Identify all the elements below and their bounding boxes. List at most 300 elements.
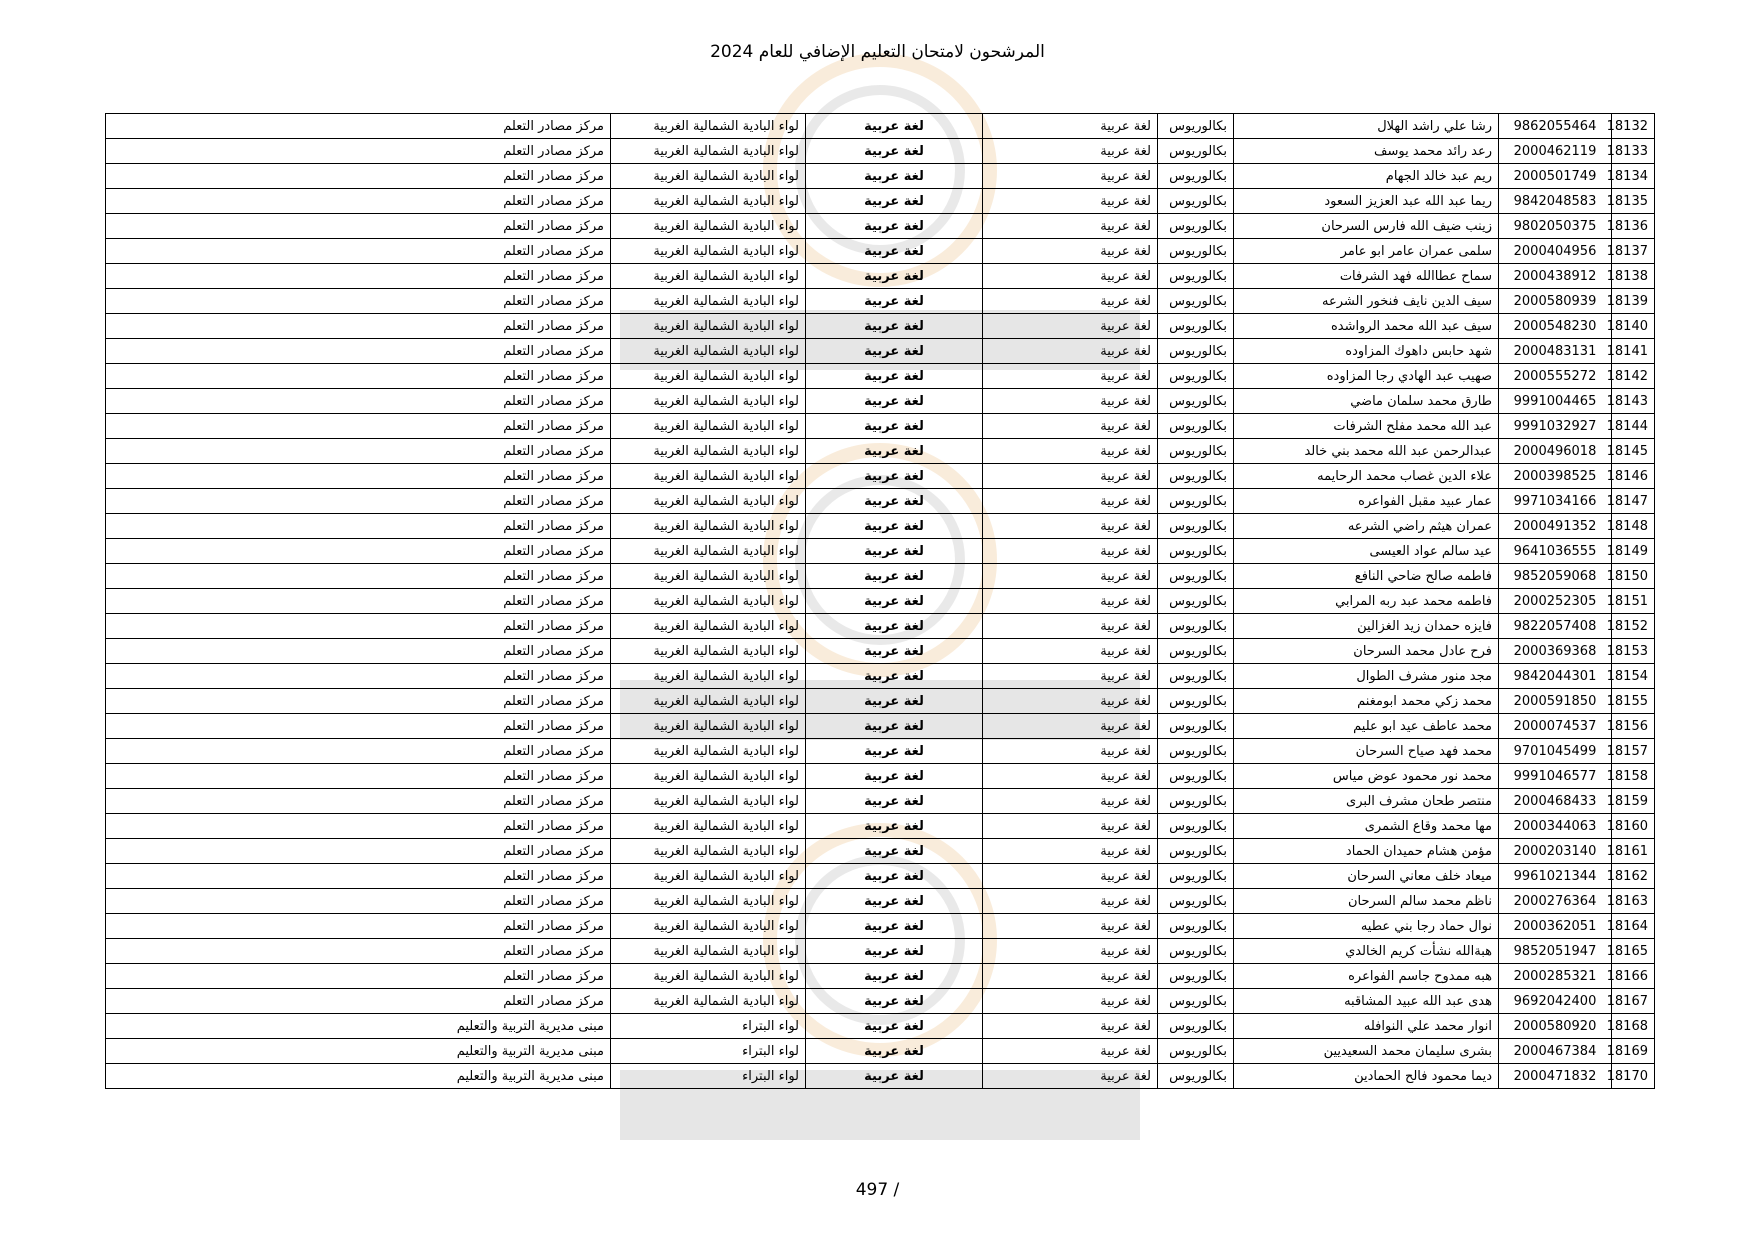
national-id-cell: 2000462119 — [1499, 139, 1612, 164]
exam-subject-cell: لغة عربية — [806, 789, 983, 814]
exam-center-cell: مركز مصادر التعلم — [106, 539, 611, 564]
district-cell: لواء البادية الشمالية الغربية — [611, 389, 806, 414]
table-row — [106, 689, 1655, 714]
exam-center-cell: مركز مصادر التعلم — [106, 939, 611, 964]
specialization-cell: لغة عربية — [983, 564, 1158, 589]
table-row — [106, 739, 1655, 764]
degree-cell: بكالوريوس — [1158, 239, 1234, 264]
exam-center-cell: مركز مصادر التعلم — [106, 764, 611, 789]
specialization-cell: لغة عربية — [983, 514, 1158, 539]
candidate-name-cell: سلمى عمران عامر ابو عامر — [1234, 239, 1499, 264]
exam-subject-cell: لغة عربية — [806, 264, 983, 289]
exam-center-cell: مركز مصادر التعلم — [106, 489, 611, 514]
row-number-cell: 18158 — [1612, 764, 1655, 789]
specialization-cell: لغة عربية — [983, 289, 1158, 314]
district-cell: لواء البادية الشمالية الغربية — [611, 714, 806, 739]
candidate-name-cell: عبدالرحمن عبد الله محمد بني خالد — [1234, 439, 1499, 464]
exam-subject-cell: لغة عربية — [806, 564, 983, 589]
row-number-cell: 18155 — [1612, 689, 1655, 714]
national-id-cell: 9822057408 — [1499, 614, 1612, 639]
degree-cell: بكالوريوس — [1158, 989, 1234, 1014]
national-id-cell: 9862055464 — [1499, 114, 1612, 139]
exam-subject-cell: لغة عربية — [806, 939, 983, 964]
table-row — [106, 139, 1655, 164]
specialization-cell: لغة عربية — [983, 214, 1158, 239]
degree-cell: بكالوريوس — [1158, 889, 1234, 914]
exam-center-cell: مركز مصادر التعلم — [106, 364, 611, 389]
district-cell: لواء البادية الشمالية الغربية — [611, 414, 806, 439]
row-number-cell: 18166 — [1612, 964, 1655, 989]
exam-subject-cell: لغة عربية — [806, 1039, 983, 1064]
exam-center-cell: مركز مصادر التعلم — [106, 164, 611, 189]
candidate-name-cell: ميعاد خلف معاني السرحان — [1234, 864, 1499, 889]
candidate-name-cell: عمران هيثم راضي الشرعه — [1234, 514, 1499, 539]
row-number-cell: 18149 — [1612, 539, 1655, 564]
degree-cell: بكالوريوس — [1158, 914, 1234, 939]
candidate-name-cell: مها محمد وقاع الشمرى — [1234, 814, 1499, 839]
table-row — [106, 389, 1655, 414]
specialization-cell: لغة عربية — [983, 439, 1158, 464]
candidate-name-cell: هدى عبد الله عبيد المشاقبه — [1234, 989, 1499, 1014]
national-id-cell: 2000555272 — [1499, 364, 1612, 389]
specialization-cell: لغة عربية — [983, 489, 1158, 514]
exam-center-cell: مركز مصادر التعلم — [106, 389, 611, 414]
candidate-name-cell: عمار عبيد مقبل الفواعره — [1234, 489, 1499, 514]
candidate-name-cell: مجد منور مشرف الطوال — [1234, 664, 1499, 689]
exam-center-cell: مركز مصادر التعلم — [106, 989, 611, 1014]
district-cell: لواء البادية الشمالية الغربية — [611, 289, 806, 314]
candidate-name-cell: رعد رائد محمد يوسف — [1234, 139, 1499, 164]
degree-cell: بكالوريوس — [1158, 1039, 1234, 1064]
exam-subject-cell: لغة عربية — [806, 364, 983, 389]
exam-subject-cell: لغة عربية — [806, 489, 983, 514]
exam-subject-cell: لغة عربية — [806, 989, 983, 1014]
exam-center-cell: مركز مصادر التعلم — [106, 614, 611, 639]
exam-center-cell: مركز مصادر التعلم — [106, 339, 611, 364]
specialization-cell: لغة عربية — [983, 714, 1158, 739]
national-id-cell: 2000203140 — [1499, 839, 1612, 864]
specialization-cell: لغة عربية — [983, 539, 1158, 564]
degree-cell: بكالوريوس — [1158, 439, 1234, 464]
degree-cell: بكالوريوس — [1158, 789, 1234, 814]
district-cell: لواء البادية الشمالية الغربية — [611, 964, 806, 989]
national-id-cell: 9842048583 — [1499, 189, 1612, 214]
candidate-name-cell: هبه ممدوح جاسم الفواعره — [1234, 964, 1499, 989]
degree-cell: بكالوريوس — [1158, 839, 1234, 864]
table-row — [106, 164, 1655, 189]
exam-subject-cell: لغة عربية — [806, 689, 983, 714]
exam-center-cell: مبنى مديرية التربية والتعليم — [106, 1064, 611, 1089]
candidate-name-cell: فاطمه محمد عبد ربه المرابي — [1234, 589, 1499, 614]
district-cell: لواء البادية الشمالية الغربية — [611, 264, 806, 289]
district-cell: لواء البتراء — [611, 1014, 806, 1039]
table-row — [106, 539, 1655, 564]
candidate-name-cell: محمد عاطف عيد ابو عليم — [1234, 714, 1499, 739]
district-cell: لواء البادية الشمالية الغربية — [611, 364, 806, 389]
specialization-cell: لغة عربية — [983, 389, 1158, 414]
row-number-cell: 18169 — [1612, 1039, 1655, 1064]
national-id-cell: 9991032927 — [1499, 414, 1612, 439]
district-cell: لواء البادية الشمالية الغربية — [611, 839, 806, 864]
specialization-cell: لغة عربية — [983, 1039, 1158, 1064]
table-row — [106, 1039, 1655, 1064]
district-cell: لواء البادية الشمالية الغربية — [611, 889, 806, 914]
national-id-cell: 2000369368 — [1499, 639, 1612, 664]
national-id-cell: 2000398525 — [1499, 464, 1612, 489]
candidate-name-cell: نوال حماد رجا بني عطيه — [1234, 914, 1499, 939]
degree-cell: بكالوريوس — [1158, 964, 1234, 989]
specialization-cell: لغة عربية — [983, 1014, 1158, 1039]
exam-subject-cell: لغة عربية — [806, 889, 983, 914]
table-row — [106, 189, 1655, 214]
exam-center-cell: مركز مصادر التعلم — [106, 789, 611, 814]
row-number-cell: 18144 — [1612, 414, 1655, 439]
candidate-name-cell: فاطمه صالح ضاحي النافع — [1234, 564, 1499, 589]
table-row — [106, 214, 1655, 239]
candidate-name-cell: محمد نور محمود عوض مياس — [1234, 764, 1499, 789]
specialization-cell: لغة عربية — [983, 189, 1158, 214]
exam-subject-cell: لغة عربية — [806, 839, 983, 864]
row-number-cell: 18134 — [1612, 164, 1655, 189]
exam-subject-cell: لغة عربية — [806, 714, 983, 739]
table-row — [106, 239, 1655, 264]
specialization-cell: لغة عربية — [983, 314, 1158, 339]
exam-subject-cell: لغة عربية — [806, 964, 983, 989]
row-number-cell: 18141 — [1612, 339, 1655, 364]
row-number-cell: 18136 — [1612, 214, 1655, 239]
national-id-cell: 2000468433 — [1499, 789, 1612, 814]
table-row — [106, 1064, 1655, 1089]
exam-subject-cell: لغة عربية — [806, 189, 983, 214]
candidate-name-cell: ناظم محمد سالم السرحان — [1234, 889, 1499, 914]
table-row — [106, 964, 1655, 989]
row-number-cell: 18164 — [1612, 914, 1655, 939]
exam-center-cell: مبنى مديرية التربية والتعليم — [106, 1014, 611, 1039]
exam-center-cell: مركز مصادر التعلم — [106, 439, 611, 464]
national-id-cell: 2000467384 — [1499, 1039, 1612, 1064]
row-number-cell: 18143 — [1612, 389, 1655, 414]
row-number-cell: 18135 — [1612, 189, 1655, 214]
candidate-name-cell: طارق محمد سلمان ماضي — [1234, 389, 1499, 414]
table-row — [106, 914, 1655, 939]
row-number-cell: 18137 — [1612, 239, 1655, 264]
candidate-name-cell: محمد فهد صياح السرحان — [1234, 739, 1499, 764]
district-cell: لواء البادية الشمالية الغربية — [611, 639, 806, 664]
specialization-cell: لغة عربية — [983, 789, 1158, 814]
national-id-cell: 2000276364 — [1499, 889, 1612, 914]
exam-center-cell: مركز مصادر التعلم — [106, 814, 611, 839]
candidate-name-cell: مؤمن هشام حميدان الحماد — [1234, 839, 1499, 864]
table-row — [106, 939, 1655, 964]
district-cell: لواء البادية الشمالية الغربية — [611, 214, 806, 239]
exam-subject-cell: لغة عربية — [806, 639, 983, 664]
national-id-cell: 9971034166 — [1499, 489, 1612, 514]
row-number-cell: 18157 — [1612, 739, 1655, 764]
national-id-cell: 2000074537 — [1499, 714, 1612, 739]
candidate-name-cell: علاء الدين غصاب محمد الرحايمه — [1234, 464, 1499, 489]
candidate-name-cell: منتصر طحان مشرف البرى — [1234, 789, 1499, 814]
specialization-cell: لغة عربية — [983, 614, 1158, 639]
district-cell: لواء البادية الشمالية الغربية — [611, 739, 806, 764]
national-id-cell: 9852051947 — [1499, 939, 1612, 964]
exam-center-cell: مركز مصادر التعلم — [106, 114, 611, 139]
exam-center-cell: مركز مصادر التعلم — [106, 264, 611, 289]
national-id-cell: 2000491352 — [1499, 514, 1612, 539]
row-number-cell: 18150 — [1612, 564, 1655, 589]
row-number-cell: 18168 — [1612, 1014, 1655, 1039]
degree-cell: بكالوريوس — [1158, 164, 1234, 189]
specialization-cell: لغة عربية — [983, 889, 1158, 914]
national-id-cell: 9852059068 — [1499, 564, 1612, 589]
exam-subject-cell: لغة عربية — [806, 1064, 983, 1089]
table-row — [106, 839, 1655, 864]
national-id-cell: 2000580920 — [1499, 1014, 1612, 1039]
exam-center-cell: مركز مصادر التعلم — [106, 464, 611, 489]
degree-cell: بكالوريوس — [1158, 739, 1234, 764]
table-row — [106, 564, 1655, 589]
exam-center-cell: مركز مصادر التعلم — [106, 189, 611, 214]
table-row — [106, 889, 1655, 914]
district-cell: لواء البادية الشمالية الغربية — [611, 464, 806, 489]
national-id-cell: 9802050375 — [1499, 214, 1612, 239]
national-id-cell: 2000580939 — [1499, 289, 1612, 314]
district-cell: لواء البادية الشمالية الغربية — [611, 339, 806, 364]
table-row — [106, 114, 1655, 139]
specialization-cell: لغة عربية — [983, 864, 1158, 889]
district-cell: لواء البادية الشمالية الغربية — [611, 139, 806, 164]
table-row — [106, 1014, 1655, 1039]
specialization-cell: لغة عربية — [983, 914, 1158, 939]
national-id-cell: 9842044301 — [1499, 664, 1612, 689]
exam-subject-cell: لغة عربية — [806, 464, 983, 489]
district-cell: لواء البادية الشمالية الغربية — [611, 189, 806, 214]
national-id-cell: 2000285321 — [1499, 964, 1612, 989]
table-row — [106, 364, 1655, 389]
district-cell: لواء البادية الشمالية الغربية — [611, 764, 806, 789]
degree-cell: بكالوريوس — [1158, 1064, 1234, 1089]
specialization-cell: لغة عربية — [983, 814, 1158, 839]
district-cell: لواء البادية الشمالية الغربية — [611, 789, 806, 814]
degree-cell: بكالوريوس — [1158, 364, 1234, 389]
national-id-cell: 2000471832 — [1499, 1064, 1612, 1089]
degree-cell: بكالوريوس — [1158, 314, 1234, 339]
exam-center-cell: مركز مصادر التعلم — [106, 139, 611, 164]
row-number-cell: 18147 — [1612, 489, 1655, 514]
national-id-cell: 2000404956 — [1499, 239, 1612, 264]
table-row — [106, 639, 1655, 664]
candidate-name-cell: سماح عطاالله فهد الشرفات — [1234, 264, 1499, 289]
candidate-name-cell: رشا علي راشد الهلال — [1234, 114, 1499, 139]
exam-subject-cell: لغة عربية — [806, 864, 983, 889]
district-cell: لواء البادية الشمالية الغربية — [611, 239, 806, 264]
specialization-cell: لغة عربية — [983, 464, 1158, 489]
specialization-cell: لغة عربية — [983, 689, 1158, 714]
exam-subject-cell: لغة عربية — [806, 164, 983, 189]
national-id-cell: 9961021344 — [1499, 864, 1612, 889]
exam-subject-cell: لغة عربية — [806, 314, 983, 339]
row-number-cell: 18151 — [1612, 589, 1655, 614]
candidate-name-cell: ريما عبد الله عبد العزيز السعود — [1234, 189, 1499, 214]
degree-cell: بكالوريوس — [1158, 939, 1234, 964]
exam-center-cell: مركز مصادر التعلم — [106, 564, 611, 589]
exam-subject-cell: لغة عربية — [806, 614, 983, 639]
national-id-cell: 2000548230 — [1499, 314, 1612, 339]
exam-subject-cell: لغة عربية — [806, 214, 983, 239]
national-id-cell: 2000362051 — [1499, 914, 1612, 939]
national-id-cell: 9991004465 — [1499, 389, 1612, 414]
district-cell: لواء البادية الشمالية الغربية — [611, 664, 806, 689]
national-id-cell: 2000252305 — [1499, 589, 1612, 614]
specialization-cell: لغة عربية — [983, 339, 1158, 364]
national-id-cell: 9641036555 — [1499, 539, 1612, 564]
exam-subject-cell: لغة عربية — [806, 289, 983, 314]
degree-cell: بكالوريوس — [1158, 864, 1234, 889]
table-row — [106, 714, 1655, 739]
exam-subject-cell: لغة عربية — [806, 339, 983, 364]
candidate-name-cell: محمد زكي محمد ابومغنم — [1234, 689, 1499, 714]
degree-cell: بكالوريوس — [1158, 714, 1234, 739]
exam-center-cell: مركز مصادر التعلم — [106, 964, 611, 989]
row-number-cell: 18159 — [1612, 789, 1655, 814]
row-number-cell: 18138 — [1612, 264, 1655, 289]
district-cell: لواء البادية الشمالية الغربية — [611, 614, 806, 639]
exam-subject-cell: لغة عربية — [806, 764, 983, 789]
exam-center-cell: مركز مصادر التعلم — [106, 639, 611, 664]
specialization-cell: لغة عربية — [983, 139, 1158, 164]
exam-center-cell: مركز مصادر التعلم — [106, 689, 611, 714]
candidate-name-cell: عيد سالم عواد العيسى — [1234, 539, 1499, 564]
exam-subject-cell: لغة عربية — [806, 539, 983, 564]
table-row — [106, 789, 1655, 814]
specialization-cell: لغة عربية — [983, 164, 1158, 189]
specialization-cell: لغة عربية — [983, 764, 1158, 789]
exam-center-cell: مبنى مديرية التربية والتعليم — [106, 1039, 611, 1064]
exam-subject-cell: لغة عربية — [806, 514, 983, 539]
table-row — [106, 589, 1655, 614]
national-id-cell: 2000344063 — [1499, 814, 1612, 839]
row-number-cell: 18139 — [1612, 289, 1655, 314]
exam-center-cell: مركز مصادر التعلم — [106, 714, 611, 739]
row-number-cell: 18160 — [1612, 814, 1655, 839]
exam-center-cell: مركز مصادر التعلم — [106, 514, 611, 539]
row-number-cell: 18145 — [1612, 439, 1655, 464]
national-id-cell: 9991046577 — [1499, 764, 1612, 789]
national-id-cell: 2000496018 — [1499, 439, 1612, 464]
candidate-name-cell: بشرى سليمان محمد السعيديين — [1234, 1039, 1499, 1064]
specialization-cell: لغة عربية — [983, 989, 1158, 1014]
degree-cell: بكالوريوس — [1158, 1014, 1234, 1039]
degree-cell: بكالوريوس — [1158, 339, 1234, 364]
exam-subject-cell: لغة عربية — [806, 439, 983, 464]
candidate-name-cell: هبةالله نشأت كريم الخالدي — [1234, 939, 1499, 964]
degree-cell: بكالوريوس — [1158, 139, 1234, 164]
degree-cell: بكالوريوس — [1158, 114, 1234, 139]
specialization-cell: لغة عربية — [983, 1064, 1158, 1089]
exam-center-cell: مركز مصادر التعلم — [106, 239, 611, 264]
degree-cell: بكالوريوس — [1158, 264, 1234, 289]
table-row — [106, 514, 1655, 539]
district-cell: لواء البادية الشمالية الغربية — [611, 989, 806, 1014]
degree-cell: بكالوريوس — [1158, 214, 1234, 239]
degree-cell: بكالوريوس — [1158, 539, 1234, 564]
candidate-name-cell: ريم عبد خالد الجهام — [1234, 164, 1499, 189]
candidate-name-cell: فرح عادل محمد السرحان — [1234, 639, 1499, 664]
exam-center-cell: مركز مصادر التعلم — [106, 864, 611, 889]
specialization-cell: لغة عربية — [983, 414, 1158, 439]
exam-subject-cell: لغة عربية — [806, 1014, 983, 1039]
degree-cell: بكالوريوس — [1158, 389, 1234, 414]
exam-center-cell: مركز مصادر التعلم — [106, 314, 611, 339]
row-number-cell: 18156 — [1612, 714, 1655, 739]
national-id-cell: 2000438912 — [1499, 264, 1612, 289]
table-row — [106, 489, 1655, 514]
specialization-cell: لغة عربية — [983, 839, 1158, 864]
specialization-cell: لغة عربية — [983, 114, 1158, 139]
specialization-cell: لغة عربية — [983, 639, 1158, 664]
table-row — [106, 464, 1655, 489]
national-id-cell: 9701045499 — [1499, 739, 1612, 764]
table-row — [106, 414, 1655, 439]
exam-subject-cell: لغة عربية — [806, 914, 983, 939]
table-row — [106, 439, 1655, 464]
exam-center-cell: مركز مصادر التعلم — [106, 889, 611, 914]
degree-cell: بكالوريوس — [1158, 514, 1234, 539]
row-number-cell: 18148 — [1612, 514, 1655, 539]
district-cell: لواء البادية الشمالية الغربية — [611, 814, 806, 839]
district-cell: لواء البادية الشمالية الغربية — [611, 864, 806, 889]
candidate-name-cell: انوار محمد علي النوافله — [1234, 1014, 1499, 1039]
table-row — [106, 614, 1655, 639]
table-row — [106, 989, 1655, 1014]
degree-cell: بكالوريوس — [1158, 589, 1234, 614]
exam-subject-cell: لغة عربية — [806, 589, 983, 614]
table-row — [106, 264, 1655, 289]
district-cell: لواء البادية الشمالية الغربية — [611, 914, 806, 939]
candidate-name-cell: شهد حابس داهوك المزاوده — [1234, 339, 1499, 364]
candidate-name-cell: سيف عبد الله محمد الرواشده — [1234, 314, 1499, 339]
exam-subject-cell: لغة عربية — [806, 664, 983, 689]
row-number-cell: 18167 — [1612, 989, 1655, 1014]
degree-cell: بكالوريوس — [1158, 764, 1234, 789]
district-cell: لواء البادية الشمالية الغربية — [611, 314, 806, 339]
degree-cell: بكالوريوس — [1158, 814, 1234, 839]
candidate-name-cell: فايزه حمدان زيد الغزالين — [1234, 614, 1499, 639]
specialization-cell: لغة عربية — [983, 964, 1158, 989]
exam-subject-cell: لغة عربية — [806, 414, 983, 439]
degree-cell: بكالوريوس — [1158, 189, 1234, 214]
specialization-cell: لغة عربية — [983, 664, 1158, 689]
specialization-cell: لغة عربية — [983, 239, 1158, 264]
row-number-cell: 18152 — [1612, 614, 1655, 639]
degree-cell: بكالوريوس — [1158, 564, 1234, 589]
exam-center-cell: مركز مصادر التعلم — [106, 664, 611, 689]
district-cell: لواء البادية الشمالية الغربية — [611, 589, 806, 614]
page-number: 497 / — [855, 1180, 900, 1200]
specialization-cell: لغة عربية — [983, 739, 1158, 764]
district-cell: لواء البادية الشمالية الغربية — [611, 489, 806, 514]
row-number-cell: 18163 — [1612, 889, 1655, 914]
exam-subject-cell: لغة عربية — [806, 239, 983, 264]
degree-cell: بكالوريوس — [1158, 489, 1234, 514]
exam-subject-cell: لغة عربية — [806, 114, 983, 139]
specialization-cell: لغة عربية — [983, 364, 1158, 389]
exam-center-cell: مركز مصادر التعلم — [106, 589, 611, 614]
row-number-cell: 18165 — [1612, 939, 1655, 964]
exam-subject-cell: لغة عربية — [806, 739, 983, 764]
district-cell: لواء البادية الشمالية الغربية — [611, 114, 806, 139]
candidate-name-cell: زينب ضيف الله فارس السرحان — [1234, 214, 1499, 239]
district-cell: لواء البتراء — [611, 1064, 806, 1089]
